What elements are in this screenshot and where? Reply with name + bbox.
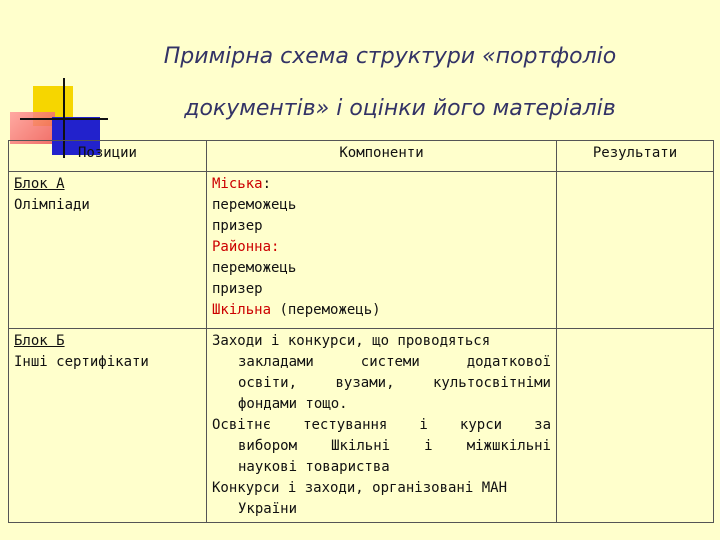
block-b-line-1: Заходи і конкурси, що проводяться: [212, 333, 491, 349]
block-b-name: Інші сертифікати: [14, 354, 149, 370]
page-title-line-2: документів» і оцінки його матеріалів: [184, 96, 616, 121]
city-level-colon: :: [262, 176, 272, 192]
table-header-row: [9, 141, 714, 172]
district-level-label: Районна:: [212, 239, 280, 255]
block-b-line-6: вибором Шкільні і міжшкільні: [238, 438, 551, 454]
school-level-label: Шкільна: [212, 302, 272, 318]
block-b-line-9: України: [238, 501, 298, 517]
city-winner: переможець: [212, 197, 297, 213]
block-b-line-5: Освітнє тестування і курси за: [212, 417, 551, 433]
page-title-line-1: Примірна схема структури «портфоліо: [163, 44, 617, 69]
block-b-components-cell: [207, 329, 557, 523]
block-b-line-3: освіти, вузами, культосвітніми: [238, 375, 551, 391]
block-b-line-2: закладами системи додаткової: [238, 354, 551, 370]
block-a-title: Блок А: [14, 176, 65, 192]
city-prize: призер: [212, 218, 263, 234]
block-b-line-7: наукові товариства: [238, 459, 390, 475]
table-row-block-b: [9, 329, 714, 523]
block-b-results-cell: [557, 329, 714, 523]
district-prize: призер: [212, 281, 263, 297]
header-results: Результати: [557, 141, 714, 172]
block-a-name: Олімпіади: [14, 197, 90, 213]
header-components: Компоненти: [207, 141, 557, 172]
portfolio-table: [8, 140, 714, 523]
school-level-line: [212, 300, 551, 321]
district-winner: переможець: [212, 260, 297, 276]
header-positions: Позиции: [9, 141, 207, 172]
table-row-block-a: [9, 172, 714, 329]
school-level-note: (переможець): [279, 302, 381, 318]
block-a-components-cell: [207, 172, 557, 329]
block-b-title: Блок Б: [14, 333, 65, 349]
city-level-label: Міська: [212, 176, 263, 192]
block-a-position-cell: [9, 172, 207, 329]
city-level-line: [212, 174, 551, 195]
block-b-line-8: Конкурси і заходи, організовані МАН: [212, 480, 508, 496]
block-b-line-4: фондами тощо.: [238, 396, 348, 412]
block-a-results-cell: [557, 172, 714, 329]
block-b-position-cell: [9, 329, 207, 523]
